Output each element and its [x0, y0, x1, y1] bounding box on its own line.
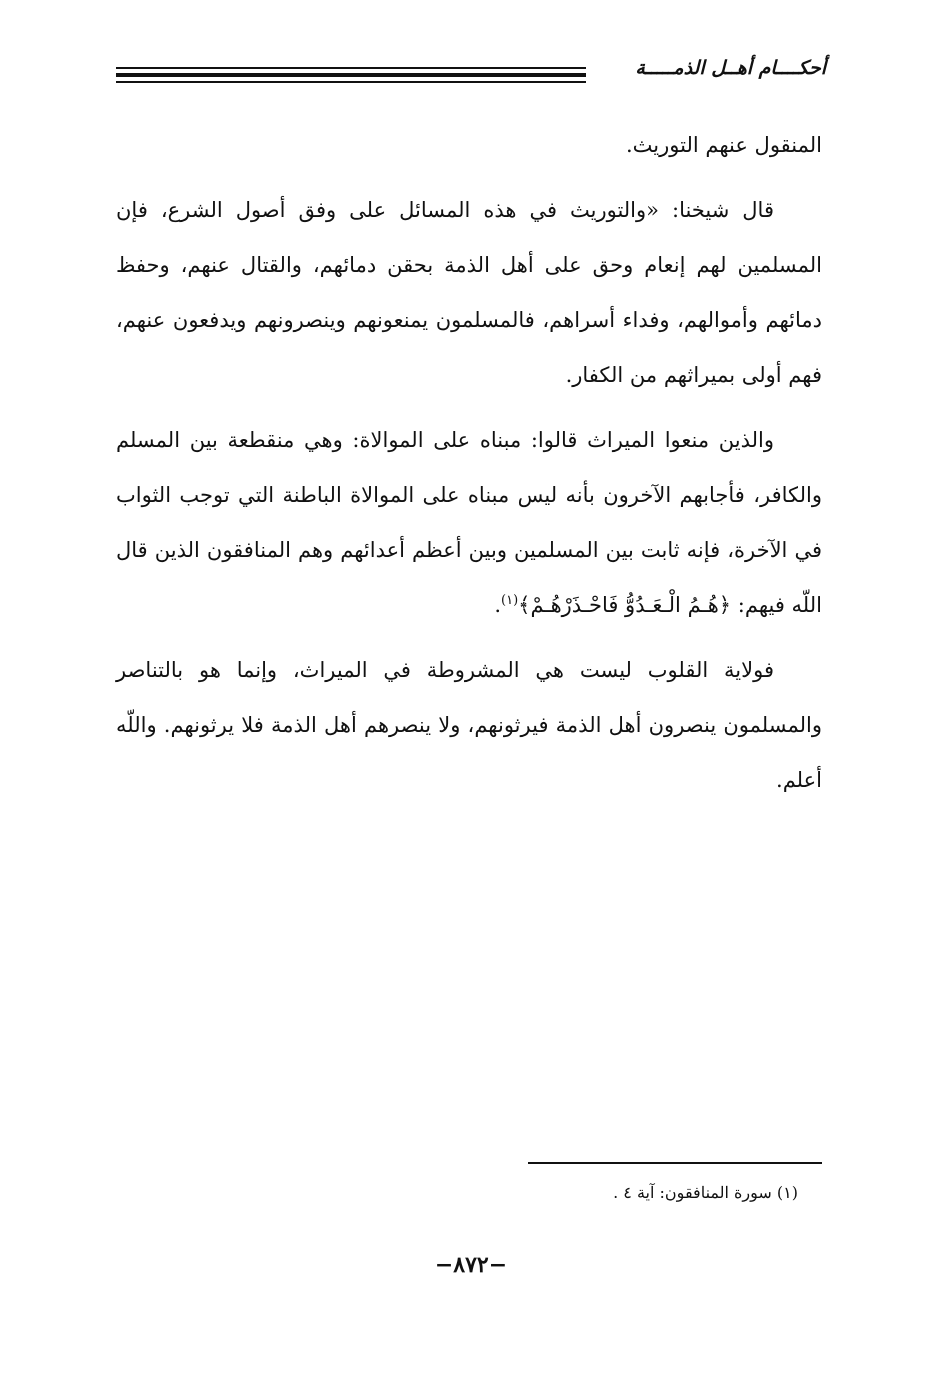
paragraph-3-text: والذين منعوا الميراث قالوا: مبناه على الموالاة: وهي منقطعة بين المسلم والكافر، فأجابهم الآخرون بأنه ليس مبناه على الموالاة الباطنة التي توجب الثواب في الآخرة، فإنه ثابت بين المسلمين وبين أعظم أعدائهم وهم المنافقون الذين قال اللّه فيهم:	[116, 428, 822, 617]
paragraph-3	[116, 413, 822, 633]
verse-end-punctuation: .	[494, 593, 501, 617]
paragraph-2: قال شيخنا: «والتوريث في هذه المسائل على وفق أصول الشرع، فإن المسلمين لهم إنعام وحق على أهل الذمة بحقن دمائهم، والقتال عنهم، وحفظ دمائهم وأموالهم، وفداء أسراهم، فالمسلمون يمنعونهم وينصرونهم ويدفعون عنهم، فهم أولى بميراثهم من الكفار.	[116, 198, 822, 387]
paragraph-1: المنقول عنهم التوريث.	[625, 133, 822, 157]
footnote-reference: (١)	[501, 593, 519, 608]
header-rule-bottom	[116, 81, 586, 83]
quran-verse: ﴿هُـمُ الْـعَـدُوُّ فَاحْـذَرْهُـمْ﴾	[518, 593, 732, 617]
footnote: (١) سورة المنافقون: آية ٤ .	[613, 1183, 798, 1202]
running-header	[116, 54, 826, 88]
paragraph-4: فولاية القلوب ليست هي المشروطة في الميراث، وإنما هو بالتناصر والمسلمون ينصرون أهل الذمة فيرثونهم، ولا ينصرهم أهل الذمة فلا يرثونهم. واللّه أعلم.	[116, 658, 822, 792]
footnote-separator	[528, 1162, 822, 1164]
header-rule-top	[116, 67, 586, 69]
page-number: −٨٧٢−	[434, 1252, 508, 1278]
header-rule-middle	[116, 73, 586, 77]
running-header-title: أحكــــام أهــل الذمـــــة	[625, 54, 826, 82]
main-text	[116, 118, 822, 818]
